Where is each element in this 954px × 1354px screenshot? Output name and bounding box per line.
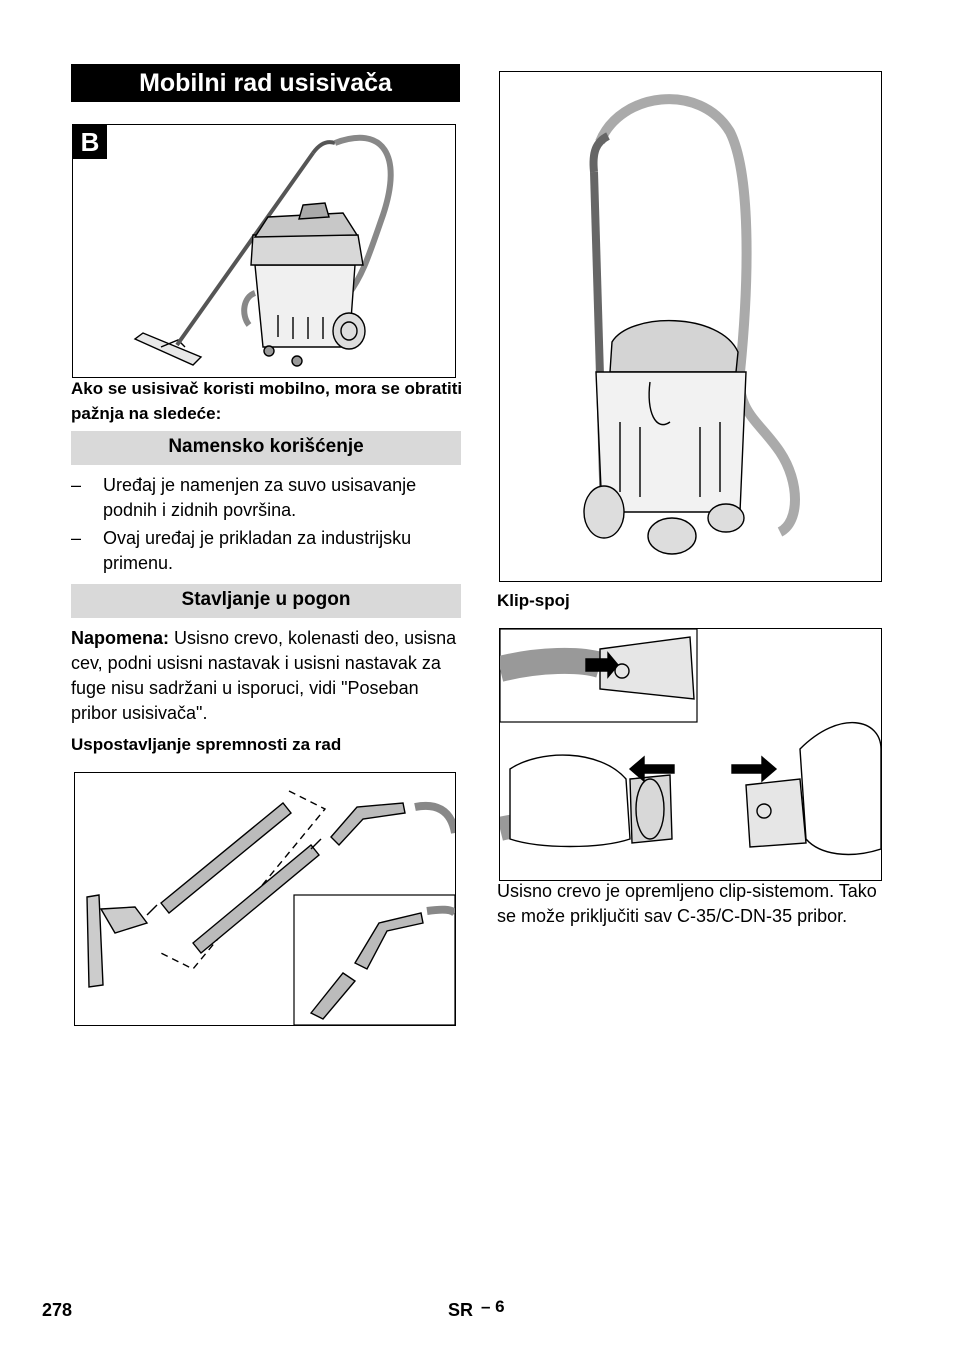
bullet-dash: –: [71, 475, 82, 495]
intro-text: Ako se usisivač koristi mobilno, mora se obratiti pažnja na sledeće:: [71, 379, 463, 423]
vacuum-illustration: [73, 125, 455, 377]
section-heading-namensko: Namensko korišćenje: [71, 431, 461, 465]
bullet-text: Ovaj uređaj je prikladan za industrijsku primenu.: [103, 528, 412, 573]
list-item: [71, 473, 463, 523]
note-paragraph: [71, 626, 463, 726]
figure-label-b: B: [73, 125, 107, 159]
vacuum-upright-illustration: [500, 72, 881, 581]
note-label: Napomena:: [71, 628, 170, 648]
page-title: Mobilni rad usisivača: [71, 64, 460, 102]
footer-lang: SR: [448, 1300, 474, 1320]
note-text: Usisno crevo, kolenasti deo, usisna cev, podni usisni nastavak i usisni nastavak za fuge nisu sadržani u isporuci, vidi "Poseban pribor usisivača".: [71, 628, 457, 723]
bullet-text: Uređaj je namenjen za suvo usisavanje podnih i zidnih površina.: [103, 475, 417, 520]
subheading-spremnost: Uspostavljanje spremnosti za rad: [71, 735, 342, 754]
bullet-dash: –: [71, 528, 82, 548]
section-heading-stavljanje: Stavljanje u pogon: [71, 584, 461, 618]
clip-paragraph: Usisno crevo je opremljeno clip-sistemom. Tako se može priključiti sav C-35/C-DN-35 pribor.: [497, 881, 877, 926]
assembly-illustration: [75, 773, 455, 1025]
figure-clip: [499, 628, 882, 881]
figure-vacuum-upright: [499, 71, 882, 582]
page-number: 278: [42, 1300, 73, 1320]
list-item: [71, 526, 463, 576]
figure-assembly: [74, 772, 456, 1026]
heading-klip-spoj: Klip-spoj: [497, 591, 570, 610]
figure-b: [72, 124, 456, 378]
footer-page-suffix: – 6: [481, 1297, 505, 1316]
clip-illustration: [500, 629, 881, 880]
